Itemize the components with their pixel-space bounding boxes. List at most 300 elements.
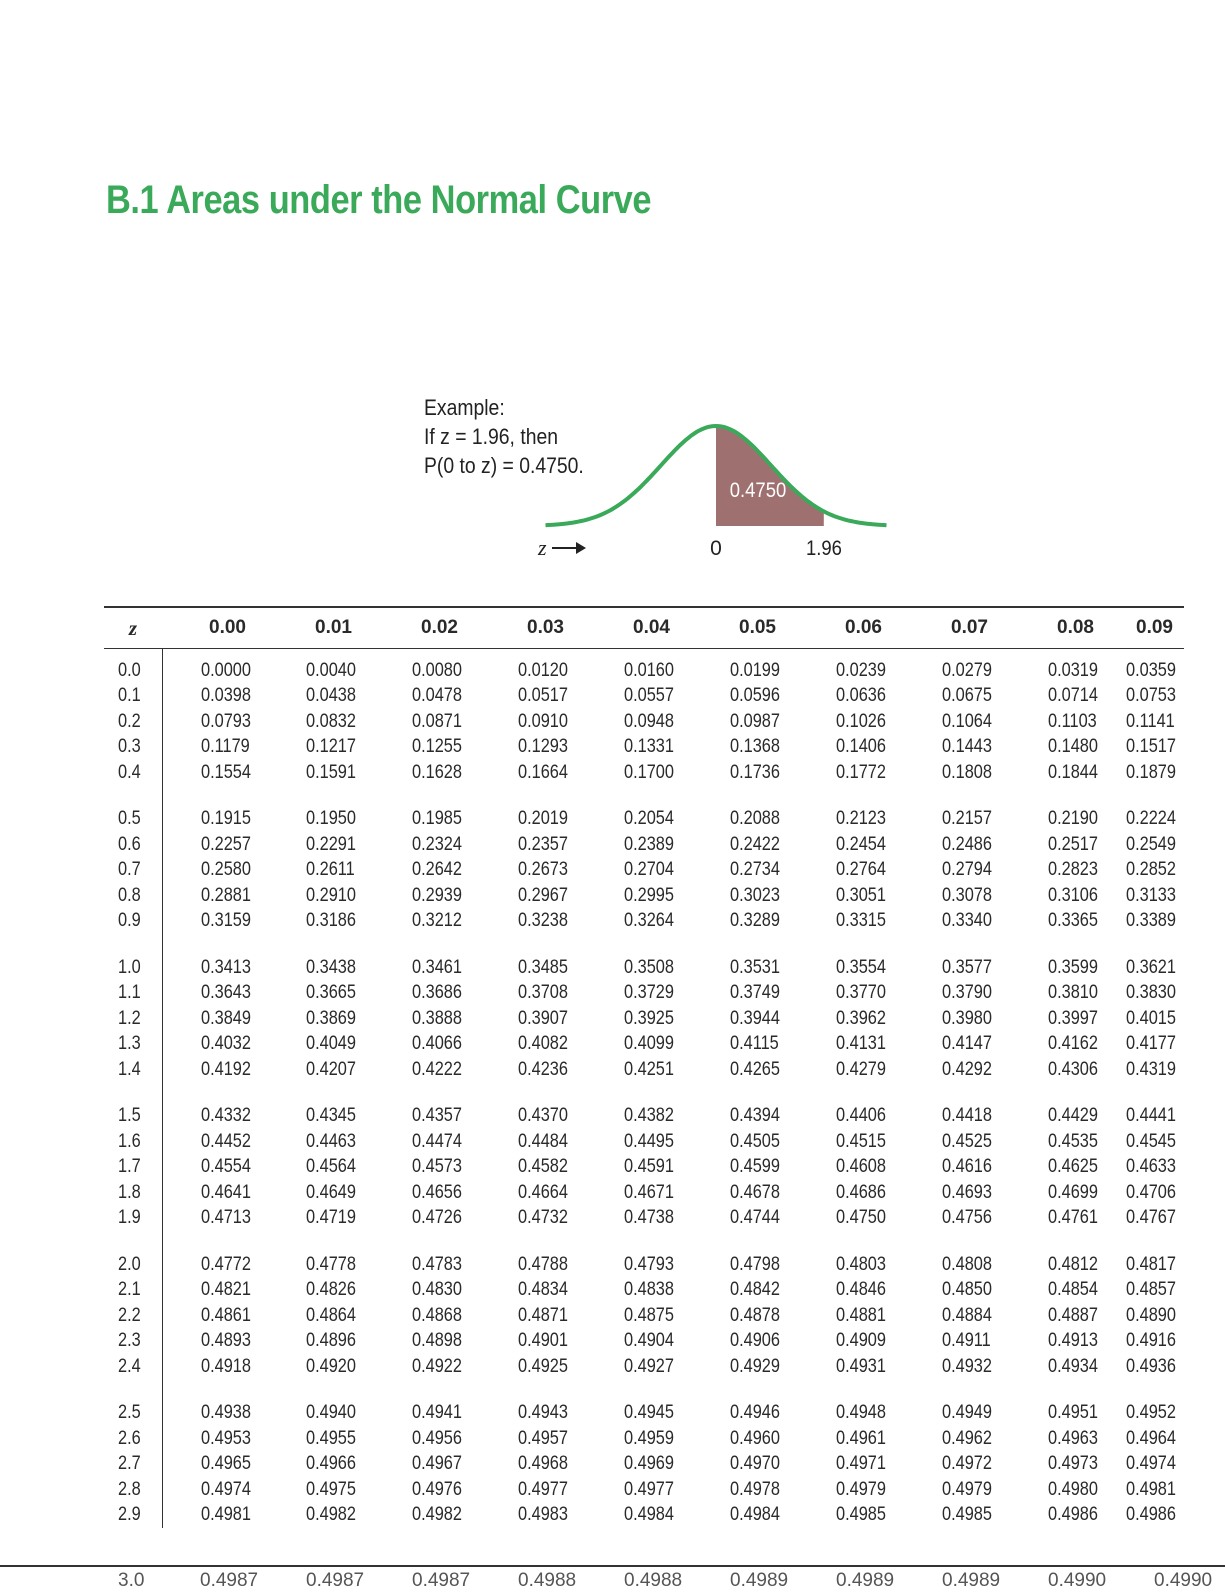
area-value: 0.4817 xyxy=(1126,1253,1176,1275)
z-value: 2.8 xyxy=(118,1478,141,1500)
area-value: 0.4875 xyxy=(624,1304,674,1326)
area-cell xyxy=(1116,649,1184,684)
z-value: 1.1 xyxy=(118,982,141,1004)
area-value: 0.4830 xyxy=(412,1279,462,1301)
area-value: 0.4319 xyxy=(1126,1058,1176,1080)
table-row xyxy=(104,1426,1184,1452)
area-value: 0.4973 xyxy=(1048,1453,1098,1475)
z-value: 0.9 xyxy=(118,910,141,932)
area-cell xyxy=(1010,883,1116,909)
area-value: 0.4821 xyxy=(200,1279,251,1301)
area-cell xyxy=(162,1104,268,1130)
table-body xyxy=(104,649,1184,1529)
area-value: 0.3925 xyxy=(624,1007,674,1029)
area-cell xyxy=(904,649,1010,684)
area-value: 0.0753 xyxy=(1126,685,1176,707)
table-row xyxy=(104,1503,1184,1529)
area-value: 0.4938 xyxy=(200,1402,251,1424)
area-cell xyxy=(1116,1206,1184,1232)
area-value: 0.4394 xyxy=(730,1105,780,1127)
z-value-cell xyxy=(104,981,162,1007)
area-value: 0.4884 xyxy=(942,1304,992,1326)
area-cell xyxy=(692,1503,798,1529)
area-value: 0.4868 xyxy=(412,1304,462,1326)
table-row xyxy=(104,1206,1184,1232)
area-cell xyxy=(268,1278,374,1304)
area-value: 0.2580 xyxy=(200,859,251,881)
area-cell xyxy=(374,735,480,761)
area-value: 0.3485 xyxy=(518,956,568,978)
area-value: 0.2123 xyxy=(836,808,886,830)
area-cell xyxy=(798,1329,904,1355)
area-cell xyxy=(268,1180,374,1206)
area-cell xyxy=(268,981,374,1007)
area-value: 0.4664 xyxy=(518,1181,568,1203)
z-value-cell xyxy=(104,684,162,710)
area-value: 0.3531 xyxy=(730,956,780,978)
table-row xyxy=(104,735,1184,761)
area-value: 0.1443 xyxy=(942,736,992,758)
area-value: 0.1844 xyxy=(1048,761,1098,783)
area-cell xyxy=(268,709,374,735)
cut-area-value: 0.4988 xyxy=(624,1570,683,1591)
area-value: 0.4974 xyxy=(1126,1453,1176,1475)
tick-z-label: 1.96 xyxy=(806,536,842,561)
area-value: 0.4986 xyxy=(1048,1504,1098,1526)
area-value: 0.3078 xyxy=(942,884,992,906)
area-value: 0.4554 xyxy=(200,1156,251,1178)
area-value: 0.0160 xyxy=(624,659,674,681)
area-cell xyxy=(692,735,798,761)
area-value: 0.3599 xyxy=(1048,956,1098,978)
area-value: 0.1950 xyxy=(306,808,356,830)
area-value: 0.4968 xyxy=(518,1453,568,1475)
area-value: 0.2389 xyxy=(624,833,674,855)
area-value: 0.3340 xyxy=(942,910,992,932)
area-value: 0.4826 xyxy=(306,1279,356,1301)
z-value-cell xyxy=(104,1452,162,1478)
area-cell xyxy=(1010,1252,1116,1278)
table-row xyxy=(104,1252,1184,1278)
area-cell xyxy=(798,1129,904,1155)
area-value: 0.3106 xyxy=(1048,884,1098,906)
area-cell xyxy=(268,649,374,684)
area-value: 0.4049 xyxy=(306,1033,356,1055)
area-value: 0.4904 xyxy=(624,1330,674,1352)
area-cell xyxy=(268,1155,374,1181)
area-cell xyxy=(586,1032,692,1058)
area-value: 0.4981 xyxy=(1126,1478,1176,1500)
area-value: 0.0596 xyxy=(730,685,780,707)
z-value-cell xyxy=(104,1401,162,1427)
area-cell xyxy=(374,858,480,884)
area-value: 0.4834 xyxy=(518,1279,568,1301)
area-cell xyxy=(162,735,268,761)
area-cell xyxy=(692,883,798,909)
area-value: 0.4911 xyxy=(942,1330,991,1352)
z-value-cell xyxy=(104,832,162,858)
area-value: 0.4936 xyxy=(1126,1355,1176,1377)
area-cell xyxy=(1116,807,1184,833)
area-cell xyxy=(1116,1329,1184,1355)
area-cell xyxy=(374,1057,480,1083)
area-value: 0.4525 xyxy=(942,1130,992,1152)
area-cell xyxy=(162,1426,268,1452)
area-cell xyxy=(798,1354,904,1380)
area-value: 0.4192 xyxy=(200,1058,251,1080)
area-value: 0.1700 xyxy=(624,761,674,783)
area-value: 0.4761 xyxy=(1048,1207,1098,1229)
area-cell xyxy=(1116,735,1184,761)
area-cell xyxy=(1010,909,1116,935)
area-cell xyxy=(374,760,480,786)
area-value: 0.2823 xyxy=(1048,859,1098,881)
area-value: 0.4878 xyxy=(730,1304,780,1326)
area-value: 0.1179 xyxy=(200,736,250,758)
area-cell xyxy=(374,1252,480,1278)
area-cell xyxy=(480,1155,586,1181)
area-value: 0.2881 xyxy=(200,884,251,906)
area-cell xyxy=(904,1354,1010,1380)
z-value: 0.5 xyxy=(118,808,141,830)
area-value: 0.4986 xyxy=(1126,1504,1176,1526)
area-cell xyxy=(374,1180,480,1206)
area-cell xyxy=(374,1129,480,1155)
area-value: 0.4927 xyxy=(624,1355,674,1377)
z-value: 0.1 xyxy=(118,685,141,707)
area-value: 0.4713 xyxy=(200,1207,251,1229)
z-value: 1.4 xyxy=(118,1058,141,1080)
area-cell xyxy=(798,684,904,710)
z-value-cell xyxy=(104,1329,162,1355)
column-header: 0.00 xyxy=(162,607,268,649)
area-value: 0.1255 xyxy=(412,736,462,758)
area-value: 0.4793 xyxy=(624,1253,674,1275)
z-value-cell xyxy=(104,709,162,735)
area-cell xyxy=(692,1032,798,1058)
table-header-row xyxy=(104,607,1184,649)
area-cell xyxy=(162,1180,268,1206)
area-cell xyxy=(374,1155,480,1181)
area-value: 0.3810 xyxy=(1048,982,1098,1004)
area-value: 0.4957 xyxy=(518,1427,568,1449)
area-value: 0.2422 xyxy=(730,833,780,855)
area-value: 0.2190 xyxy=(1048,808,1098,830)
area-value: 0.4177 xyxy=(1126,1033,1176,1055)
area-value: 0.4756 xyxy=(942,1207,992,1229)
area-value: 0.4265 xyxy=(730,1058,780,1080)
area-value: 0.4949 xyxy=(942,1402,992,1424)
area-value: 0.4929 xyxy=(730,1355,780,1377)
table-row xyxy=(104,1032,1184,1058)
table-row xyxy=(104,1006,1184,1032)
area-value: 0.1368 xyxy=(730,736,780,758)
area-cell xyxy=(904,807,1010,833)
area-value: 0.4370 xyxy=(518,1105,568,1127)
area-cell xyxy=(798,1032,904,1058)
area-value: 0.3980 xyxy=(942,1007,992,1029)
z-value: 1.8 xyxy=(118,1181,141,1203)
z-value: 1.5 xyxy=(118,1105,141,1127)
area-cell xyxy=(480,1401,586,1427)
area-cell xyxy=(904,955,1010,981)
area-cell xyxy=(268,760,374,786)
area-value: 0.4906 xyxy=(730,1330,780,1352)
area-cell xyxy=(1010,1426,1116,1452)
area-cell xyxy=(904,832,1010,858)
area-cell xyxy=(480,1503,586,1529)
area-cell xyxy=(162,1303,268,1329)
cut-area-value: 0.4987 xyxy=(306,1570,365,1591)
area-value: 0.2054 xyxy=(624,808,674,830)
area-value: 0.4382 xyxy=(624,1105,674,1127)
area-value: 0.2454 xyxy=(836,833,886,855)
column-header: 0.03 xyxy=(480,607,586,649)
area-cell xyxy=(904,1401,1010,1427)
area-cell xyxy=(798,1206,904,1232)
area-value: 0.4979 xyxy=(836,1478,886,1500)
area-cell xyxy=(1010,981,1116,1007)
area-value: 0.4656 xyxy=(412,1181,462,1203)
area-cell xyxy=(374,1503,480,1529)
z-value: 0.6 xyxy=(118,833,141,855)
area-value: 0.4032 xyxy=(200,1033,251,1055)
area-value: 0.4738 xyxy=(624,1207,674,1229)
area-cell xyxy=(586,1452,692,1478)
area-value: 0.2549 xyxy=(1126,833,1176,855)
area-cell xyxy=(904,1057,1010,1083)
area-value: 0.0359 xyxy=(1126,659,1176,681)
area-value: 0.4962 xyxy=(942,1427,992,1449)
area-cell xyxy=(692,981,798,1007)
table-row xyxy=(104,955,1184,981)
area-cell xyxy=(798,649,904,684)
area-cell xyxy=(162,1057,268,1083)
area-cell xyxy=(586,1329,692,1355)
area-value: 0.4147 xyxy=(942,1033,992,1055)
area-cell xyxy=(692,1329,798,1355)
z-value-cell xyxy=(104,858,162,884)
area-cell xyxy=(586,760,692,786)
area-cell xyxy=(268,1104,374,1130)
area-cell xyxy=(480,735,586,761)
area-value: 0.4922 xyxy=(412,1355,462,1377)
area-cell xyxy=(1116,1104,1184,1130)
area-cell xyxy=(480,909,586,935)
area-value: 0.4131 xyxy=(836,1033,886,1055)
area-cell xyxy=(692,1006,798,1032)
area-value: 0.2910 xyxy=(306,884,356,906)
area-value: 0.4015 xyxy=(1126,1007,1176,1029)
cut-z-value: 3.0 xyxy=(118,1570,145,1591)
area-cell xyxy=(162,649,268,684)
z-value: 2.5 xyxy=(118,1402,141,1424)
area-cell xyxy=(162,909,268,935)
z-value: 2.7 xyxy=(118,1453,141,1475)
area-value: 0.0000 xyxy=(200,659,251,681)
area-value: 0.0478 xyxy=(412,685,462,707)
area-value: 0.4881 xyxy=(836,1304,886,1326)
area-value: 0.3577 xyxy=(942,956,992,978)
area-cell xyxy=(692,807,798,833)
table-row xyxy=(104,883,1184,909)
tick-zero-label: 0 xyxy=(710,537,722,560)
area-value: 0.4474 xyxy=(412,1130,462,1152)
column-header: 0.06 xyxy=(798,607,904,649)
area-value: 0.3849 xyxy=(200,1007,251,1029)
table-row xyxy=(104,1401,1184,1427)
area-cell xyxy=(904,1503,1010,1529)
area-cell xyxy=(374,1104,480,1130)
area-cell xyxy=(1010,1278,1116,1304)
area-value: 0.4974 xyxy=(200,1478,251,1500)
area-value: 0.4984 xyxy=(624,1504,674,1526)
area-value: 0.4778 xyxy=(306,1253,356,1275)
area-cell xyxy=(268,832,374,858)
column-header: 0.04 xyxy=(586,607,692,649)
area-value: 0.1293 xyxy=(518,736,568,758)
area-cell xyxy=(692,1155,798,1181)
area-cell xyxy=(268,1329,374,1355)
area-value: 0.0557 xyxy=(624,685,674,707)
area-cell xyxy=(1116,709,1184,735)
area-cell xyxy=(586,1426,692,1452)
area-value: 0.3461 xyxy=(412,956,462,978)
area-value: 0.4981 xyxy=(200,1504,251,1526)
table-row xyxy=(104,1452,1184,1478)
shaded-area xyxy=(716,426,824,526)
area-cell xyxy=(798,1252,904,1278)
z-value: 0.7 xyxy=(118,859,141,881)
cut-area-value: 0.4987 xyxy=(412,1570,471,1591)
area-value: 0.4452 xyxy=(200,1130,251,1152)
table-row xyxy=(104,1278,1184,1304)
table-row xyxy=(104,1104,1184,1130)
z-value: 0.4 xyxy=(118,761,141,783)
area-value: 0.1915 xyxy=(200,808,251,830)
area-value: 0.4441 xyxy=(1126,1105,1176,1127)
area-value: 0.3708 xyxy=(518,982,568,1004)
area-cell xyxy=(692,1426,798,1452)
area-value: 0.4945 xyxy=(624,1402,674,1424)
table-row xyxy=(104,760,1184,786)
area-cell xyxy=(692,1252,798,1278)
area-value: 0.4812 xyxy=(1048,1253,1098,1275)
area-value: 0.4783 xyxy=(412,1253,462,1275)
area-cell xyxy=(798,1278,904,1304)
area-value: 0.2157 xyxy=(942,808,992,830)
area-value: 0.3888 xyxy=(412,1007,462,1029)
column-header: 0.09 xyxy=(1116,607,1184,649)
area-cell xyxy=(162,1477,268,1503)
area-value: 0.4162 xyxy=(1048,1033,1098,1055)
area-value: 0.4854 xyxy=(1048,1279,1098,1301)
area-value: 0.0793 xyxy=(200,710,251,732)
area-cell xyxy=(904,1155,1010,1181)
area-value: 0.4726 xyxy=(412,1207,462,1229)
area-value: 0.4292 xyxy=(942,1058,992,1080)
area-value: 0.4940 xyxy=(306,1402,356,1424)
table-row xyxy=(104,1057,1184,1083)
area-cell xyxy=(162,1452,268,1478)
area-value: 0.4961 xyxy=(836,1427,886,1449)
z-value-cell xyxy=(104,1032,162,1058)
area-cell xyxy=(586,909,692,935)
area-value: 0.4484 xyxy=(518,1130,568,1152)
area-value: 0.2019 xyxy=(518,808,568,830)
area-value: 0.3749 xyxy=(730,982,780,1004)
area-value: 0.2967 xyxy=(518,884,568,906)
area-cell xyxy=(1010,1180,1116,1206)
z-value: 2.0 xyxy=(118,1253,141,1275)
area-cell xyxy=(1116,1503,1184,1529)
column-header: 0.07 xyxy=(904,607,1010,649)
area-value: 0.4982 xyxy=(412,1504,462,1526)
z-value-cell xyxy=(104,1006,162,1032)
area-cell xyxy=(586,1180,692,1206)
area-value: 0.4744 xyxy=(730,1207,780,1229)
area-cell xyxy=(798,1104,904,1130)
area-cell xyxy=(1116,909,1184,935)
area-cell xyxy=(798,1426,904,1452)
area-cell xyxy=(1116,1278,1184,1304)
z-value-cell xyxy=(104,883,162,909)
area-cell xyxy=(1116,1401,1184,1427)
area-value: 0.4964 xyxy=(1126,1427,1176,1449)
area-cell xyxy=(268,1354,374,1380)
area-cell xyxy=(692,709,798,735)
area-value: 0.4649 xyxy=(306,1181,356,1203)
z-value: 1.3 xyxy=(118,1033,141,1055)
area-cell xyxy=(1116,760,1184,786)
area-value: 0.1808 xyxy=(942,761,992,783)
area-value: 0.4803 xyxy=(836,1253,886,1275)
area-cell xyxy=(692,1303,798,1329)
area-value: 0.1517 xyxy=(1126,736,1176,758)
z-value-cell xyxy=(104,1477,162,1503)
area-value: 0.3962 xyxy=(836,1007,886,1029)
area-cell xyxy=(1010,1503,1116,1529)
area-cell xyxy=(480,1426,586,1452)
area-value: 0.2642 xyxy=(412,859,462,881)
area-value: 0.4767 xyxy=(1126,1207,1176,1229)
area-cell xyxy=(586,858,692,884)
area-cell xyxy=(162,883,268,909)
area-value: 0.3997 xyxy=(1048,1007,1098,1029)
area-cell xyxy=(1010,735,1116,761)
bottom-rule xyxy=(0,1565,1225,1567)
area-value: 0.1217 xyxy=(306,736,356,758)
area-value: 0.4838 xyxy=(624,1279,674,1301)
area-value: 0.0040 xyxy=(306,659,356,681)
area-value: 0.3643 xyxy=(200,982,251,1004)
area-cell xyxy=(586,1401,692,1427)
page-title: B.1 Areas under the Normal Curve xyxy=(106,178,652,222)
area-value: 0.4985 xyxy=(836,1504,886,1526)
area-value: 0.4591 xyxy=(624,1156,674,1178)
cut-area-value: 0.4990 xyxy=(1048,1570,1107,1591)
area-cell xyxy=(268,1206,374,1232)
area-cell xyxy=(586,832,692,858)
area-value: 0.4686 xyxy=(836,1181,886,1203)
area-value: 0.3508 xyxy=(624,956,674,978)
area-cell xyxy=(374,1303,480,1329)
area-value: 0.4599 xyxy=(730,1156,780,1178)
area-cell xyxy=(798,955,904,981)
area-cell xyxy=(904,858,1010,884)
area-value: 0.4934 xyxy=(1048,1355,1098,1377)
area-cell xyxy=(798,1503,904,1529)
